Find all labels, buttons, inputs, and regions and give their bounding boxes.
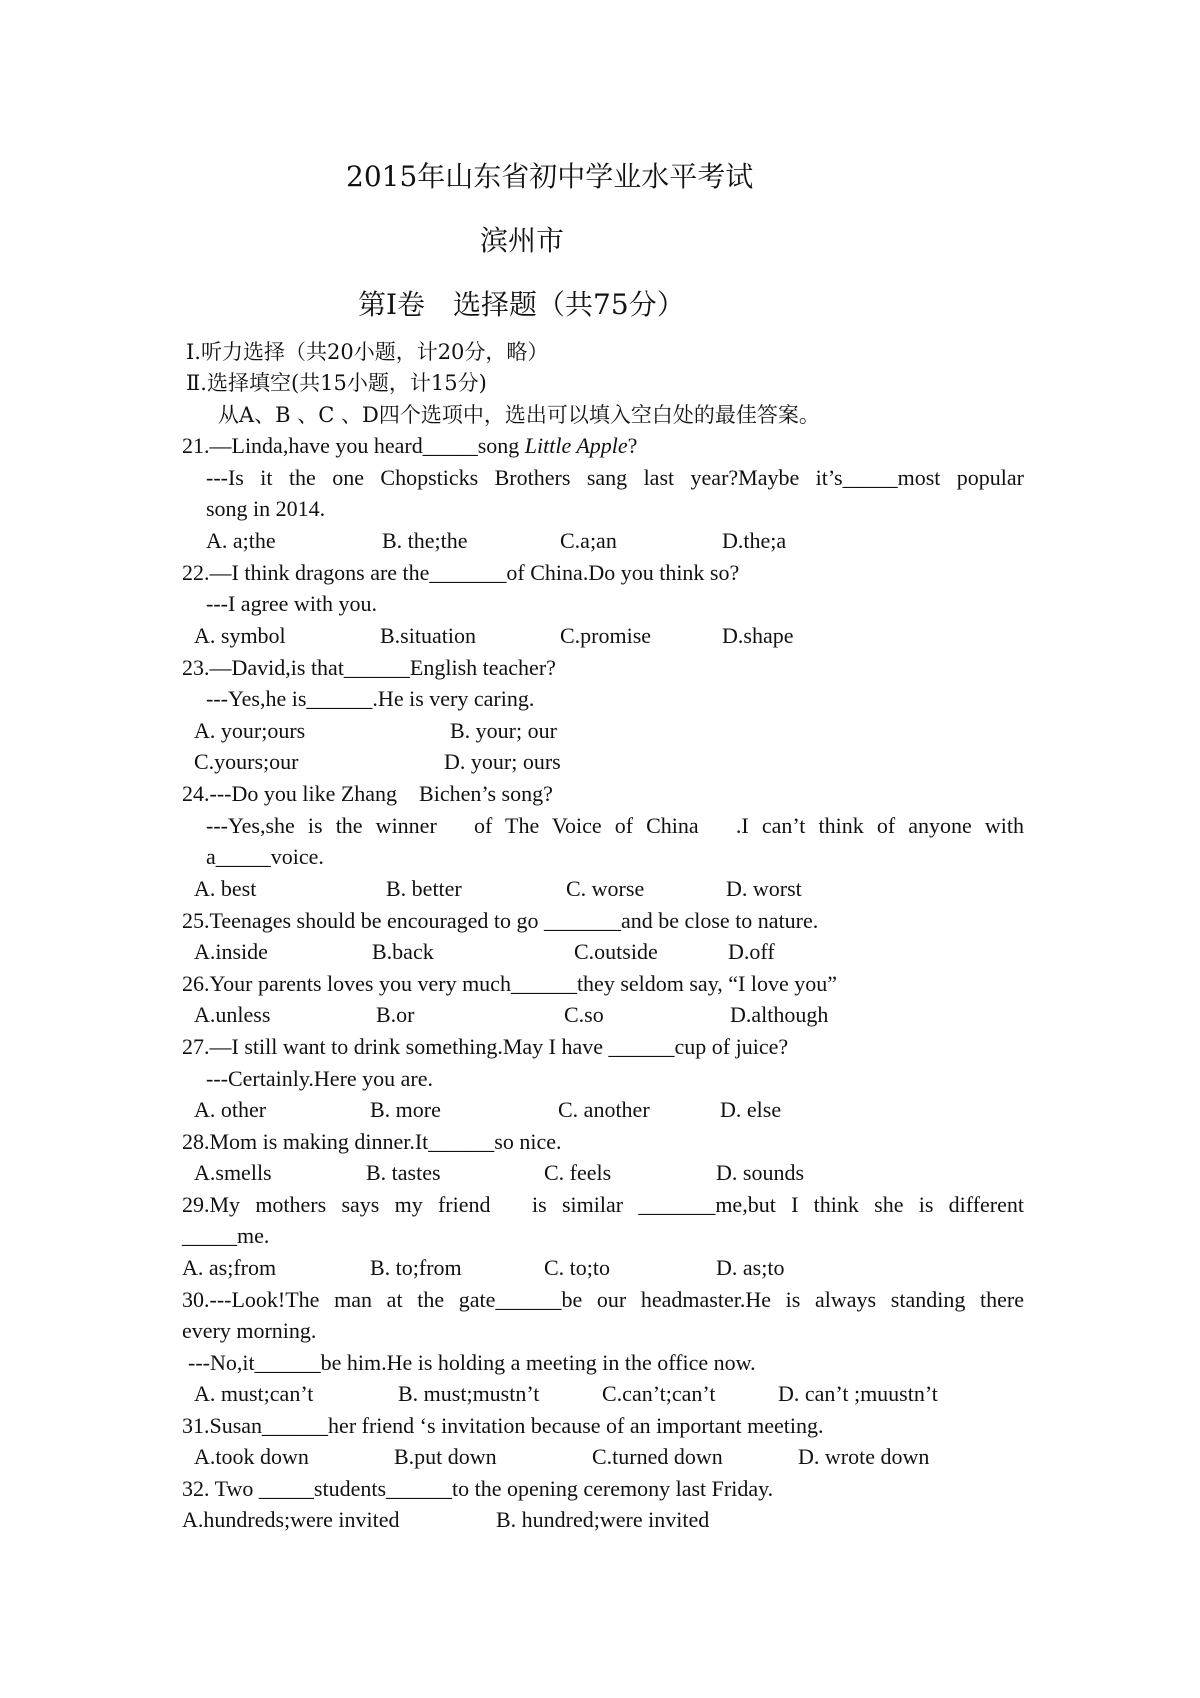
question-25-option-c: C.outside (574, 939, 658, 964)
question-22-option-d: D.shape (722, 623, 794, 648)
question-22-option-c: C.promise (560, 623, 652, 648)
question-32-stem: 32. Two _____students______to the opening ceremony last Friday. (182, 1476, 774, 1501)
question-30-stem: 30.---Look!The man at the gate______be our headmaster.He is always standing there (182, 1287, 1024, 1312)
question-32-option-a: A.hundreds;were invited (182, 1507, 400, 1532)
city-name: 滨州市 (480, 224, 565, 257)
question-21-stem (182, 432, 637, 460)
question-27-option-c: C. another (558, 1097, 650, 1122)
question-23-option-a: A. your;ours (194, 718, 306, 743)
question-23-option-c: C.yours;our (194, 749, 299, 774)
question-29-option-c: C. to;to (544, 1255, 611, 1280)
question-22-reply: ---I agree with you. (206, 591, 378, 616)
question-27-stem: 27.—I still want to drink something.May I have ______cup of juice? (182, 1034, 789, 1059)
question-23-option-b: B. your; our (450, 718, 557, 743)
question-21-option-a: A. a;the (206, 528, 276, 553)
part-title: 第Ⅰ卷 选择题（共75分） (358, 288, 685, 321)
section-instruction: 从A、B 、C 、D四个选项中，选出可以填入空白处的最佳答案。 (218, 403, 820, 427)
question-23-stem: 23.—David,is that______English teacher? (182, 655, 556, 680)
question-31-option-a: A.took down (194, 1444, 309, 1469)
question-21-reply-cont: song in 2014. (206, 496, 326, 521)
question-24-option-d: D. worst (726, 876, 802, 901)
question-21-song-title: Little Apple (524, 433, 628, 458)
question-22-stem: 22.—I think dragons are the_______of China.Do you think so? (182, 560, 740, 585)
question-21-option-c: C.a;an (560, 528, 617, 553)
question-28-stem: 28.Mom is making dinner.It______so nice. (182, 1129, 562, 1154)
question-30-reply: ---No,it______be him.He is holding a meeting in the office now. (188, 1350, 756, 1375)
question-27-option-d: D. else (720, 1097, 782, 1122)
question-26-option-c: C.so (564, 1002, 604, 1027)
question-28-option-b: B. tastes (366, 1160, 441, 1185)
question-26-option-b: B.or (376, 1002, 415, 1027)
question-24-option-a: A. best (194, 876, 257, 901)
question-22-option-a: A. symbol (194, 623, 286, 648)
question-29-option-d: D. as;to (716, 1255, 785, 1280)
question-21-option-b: B. the;the (382, 528, 468, 553)
question-25-option-a: A.inside (194, 939, 268, 964)
question-31-option-d: D. wrote down (798, 1444, 930, 1469)
question-31-stem: 31.Susan______her friend ‘s invitation because of an important meeting. (182, 1413, 824, 1438)
question-26-option-a: A.unless (194, 1002, 271, 1027)
question-24-reply: ---Yes,she is the winner of The Voice of China .I can’t think of anyone with (206, 813, 1024, 838)
question-27-reply: ---Certainly.Here you are. (206, 1066, 434, 1091)
question-29-option-a: A. as;from (182, 1255, 277, 1280)
question-25-stem: 25.Teenages should be encouraged to go _______and be close to nature. (182, 908, 819, 933)
question-27-option-b: B. more (370, 1097, 441, 1122)
question-30-option-d: D. can’t ;muustn’t (778, 1381, 938, 1406)
question-25-option-b: B.back (372, 939, 434, 964)
question-23-option-d: D. your; ours (444, 749, 561, 774)
section-fill: Ⅱ.选择填空(共15小题，计15分) (186, 371, 487, 395)
question-30-stem-cont: every morning. (182, 1318, 317, 1343)
question-21-stem-text: 21.—Linda,have you heard_____song (182, 433, 525, 458)
section-listening: Ⅰ.听力选择（共20小题，计20分，略） (186, 340, 549, 364)
question-23-reply: ---Yes,he is______.He is very caring. (206, 686, 535, 711)
question-27-option-a: A. other (194, 1097, 267, 1122)
question-31-option-c: C.turned down (592, 1444, 723, 1469)
question-28-option-c: C. feels (544, 1160, 612, 1185)
question-24-option-c: C. worse (566, 876, 645, 901)
question-29-option-b: B. to;from (370, 1255, 462, 1280)
question-29-stem-cont: _____me. (182, 1223, 270, 1248)
question-25-option-d: D.off (728, 939, 775, 964)
question-24-stem: 24.---Do you like Zhang Bichen’s song? (182, 781, 553, 806)
question-26-option-d: D.although (730, 1002, 829, 1027)
question-29-stem: 29.My mothers says my friend is similar _______me,but I think she is different (182, 1192, 1024, 1217)
question-26-stem: 26.Your parents loves you very much______they seldom say, “I love you” (182, 971, 838, 996)
question-24-option-b: B. better (386, 876, 462, 901)
question-22-option-b: B.situation (380, 623, 476, 648)
question-32-option-b: B. hundred;were invited (496, 1507, 710, 1532)
question-21-option-d: D.the;a (722, 528, 787, 553)
question-30-option-a: A. must;can’t (194, 1381, 314, 1406)
question-28-option-a: A.smells (194, 1160, 272, 1185)
question-21-stem-end: ? (627, 433, 638, 458)
question-30-option-c: C.can’t;can’t (602, 1381, 716, 1406)
question-24-reply-cont: a_____voice. (206, 844, 324, 869)
question-21-reply: ---Is it the one Chopsticks Brothers sang last year?Maybe it’s_____most popular (206, 465, 1024, 490)
question-28-option-d: D. sounds (716, 1160, 805, 1185)
exam-title: 2015年山东省初中学业水平考试 (346, 160, 754, 193)
question-31-option-b: B.put down (394, 1444, 497, 1469)
question-30-option-b: B. must;mustn’t (398, 1381, 540, 1406)
